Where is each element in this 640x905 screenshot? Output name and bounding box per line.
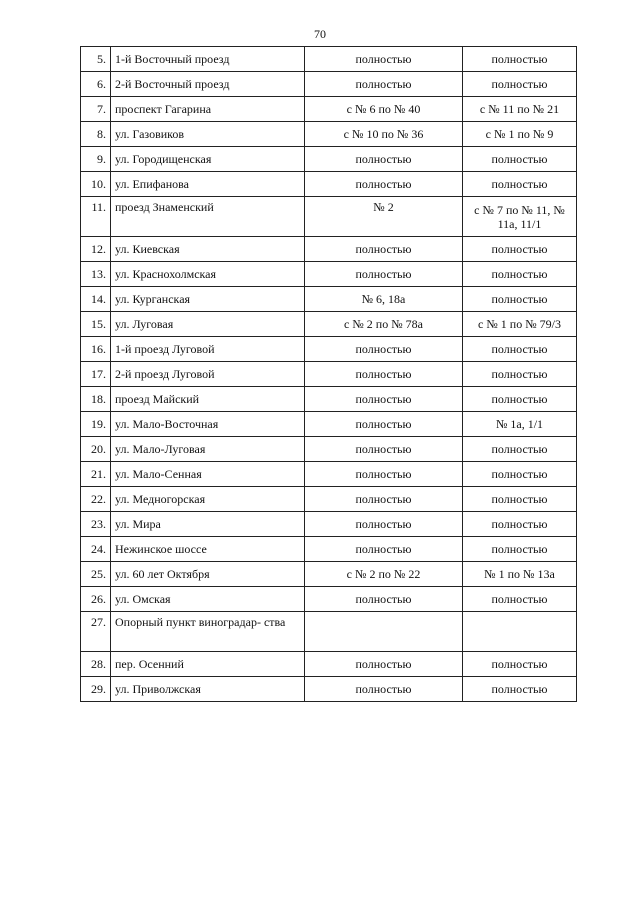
odd-side-range: полностью [305,677,463,702]
odd-side-range: полностью [305,47,463,72]
even-side-range: полностью [463,72,577,97]
street-name: 2-й Восточный проезд [111,72,305,97]
odd-side-range: с № 2 по № 22 [305,562,463,587]
odd-side-range: полностью [305,537,463,562]
street-name: пер. Осенний [111,652,305,677]
even-side-range: с № 1 по № 79/3 [463,312,577,337]
row-number: 20. [81,437,111,462]
table-row [81,437,577,462]
odd-side-range: полностью [305,387,463,412]
street-name: проспект Гагарина [111,97,305,122]
table-row [81,537,577,562]
row-number: 16. [81,337,111,362]
page-number: 70 [314,27,326,41]
even-side-range: полностью [463,487,577,512]
odd-side-range: полностью [305,237,463,262]
street-name: ул. Краснохолмская [111,262,305,287]
even-side-range: полностью [463,652,577,677]
odd-side-range: с № 10 по № 36 [305,122,463,147]
even-side-range: полностью [463,677,577,702]
street-name: ул. Мало-Восточная [111,412,305,437]
table-row [81,172,577,197]
street-name: ул. Мало-Луговая [111,437,305,462]
odd-side-range: полностью [305,362,463,387]
table-row [81,487,577,512]
odd-side-range: с № 6 по № 40 [305,97,463,122]
table-row [81,412,577,437]
street-name: ул. Приволжская [111,677,305,702]
row-number: 10. [81,172,111,197]
odd-side-range: полностью [305,512,463,537]
even-side-range: с № 11 по № 21 [463,97,577,122]
even-side-range: полностью [463,537,577,562]
even-side-range: полностью [463,337,577,362]
street-name: ул. 60 лет Октября [111,562,305,587]
street-name: ул. Городищенская [111,147,305,172]
row-number: 29. [81,677,111,702]
even-side-range: № 1 по № 13а [463,562,577,587]
row-number: 12. [81,237,111,262]
odd-side-range: полностью [305,172,463,197]
table-row [81,197,577,237]
odd-side-range: с № 2 по № 78а [305,312,463,337]
even-side-range: полностью [463,237,577,262]
street-name: 1-й проезд Луговой [111,337,305,362]
even-side-range: полностью [463,262,577,287]
table-row [81,262,577,287]
table-row [81,337,577,362]
odd-side-range: полностью [305,262,463,287]
row-number: 23. [81,512,111,537]
row-number: 13. [81,262,111,287]
odd-side-range: полностью [305,462,463,487]
table-row [81,387,577,412]
table-row [81,462,577,487]
even-side-range: полностью [463,47,577,72]
row-number: 9. [81,147,111,172]
table-row [81,287,577,312]
even-side-range: полностью [463,287,577,312]
even-side-range: с № 1 по № 9 [463,122,577,147]
row-number: 8. [81,122,111,147]
row-number: 5. [81,47,111,72]
table-row [81,587,577,612]
table-row [81,612,577,652]
street-name: ул. Луговая [111,312,305,337]
street-name: 1-й Восточный проезд [111,47,305,72]
even-side-range: № 1а, 1/1 [463,412,577,437]
even-side-range: с № 7 по № 11, № 11а, 11/1 [463,197,577,237]
street-name: ул. Медногорская [111,487,305,512]
row-number: 11. [81,197,111,237]
street-name: Опорный пункт виноградар- ства [111,612,305,652]
odd-side-range: полностью [305,72,463,97]
table-row [81,72,577,97]
table-row [81,97,577,122]
street-name: проезд Знаменский [111,197,305,237]
row-number: 21. [81,462,111,487]
row-number: 18. [81,387,111,412]
table-row [81,677,577,702]
odd-side-range: № 2 [305,197,463,237]
row-number: 27. [81,612,111,652]
even-side-range: полностью [463,512,577,537]
table-row [81,47,577,72]
table-row [81,512,577,537]
odd-side-range [305,612,463,652]
odd-side-range: полностью [305,487,463,512]
even-side-range: полностью [463,362,577,387]
even-side-range: полностью [463,462,577,487]
row-number: 7. [81,97,111,122]
odd-side-range: полностью [305,412,463,437]
table-row [81,652,577,677]
street-name: ул. Мира [111,512,305,537]
street-name: Нежинское шоссе [111,537,305,562]
even-side-range: полностью [463,437,577,462]
row-number: 14. [81,287,111,312]
odd-side-range: полностью [305,652,463,677]
streets-table [80,46,577,702]
table-row [81,562,577,587]
even-side-range [463,612,577,652]
street-name: проезд Майский [111,387,305,412]
row-number: 17. [81,362,111,387]
row-number: 28. [81,652,111,677]
street-name: ул. Киевская [111,237,305,262]
even-side-range: полностью [463,147,577,172]
table-row [81,122,577,147]
table-row [81,312,577,337]
row-number: 15. [81,312,111,337]
street-name: ул. Омская [111,587,305,612]
row-number: 6. [81,72,111,97]
even-side-range: полностью [463,172,577,197]
odd-side-range: № 6, 18а [305,287,463,312]
odd-side-range: полностью [305,437,463,462]
street-name: ул. Епифанова [111,172,305,197]
even-side-range: полностью [463,387,577,412]
row-number: 24. [81,537,111,562]
odd-side-range: полностью [305,337,463,362]
street-name: ул. Газовиков [111,122,305,147]
street-name: ул. Курганская [111,287,305,312]
table-row [81,237,577,262]
table-row [81,147,577,172]
odd-side-range: полностью [305,147,463,172]
table-row [81,362,577,387]
odd-side-range: полностью [305,587,463,612]
row-number: 25. [81,562,111,587]
street-name: ул. Мало-Сенная [111,462,305,487]
row-number: 26. [81,587,111,612]
even-side-range: полностью [463,587,577,612]
row-number: 19. [81,412,111,437]
row-number: 22. [81,487,111,512]
street-name: 2-й проезд Луговой [111,362,305,387]
